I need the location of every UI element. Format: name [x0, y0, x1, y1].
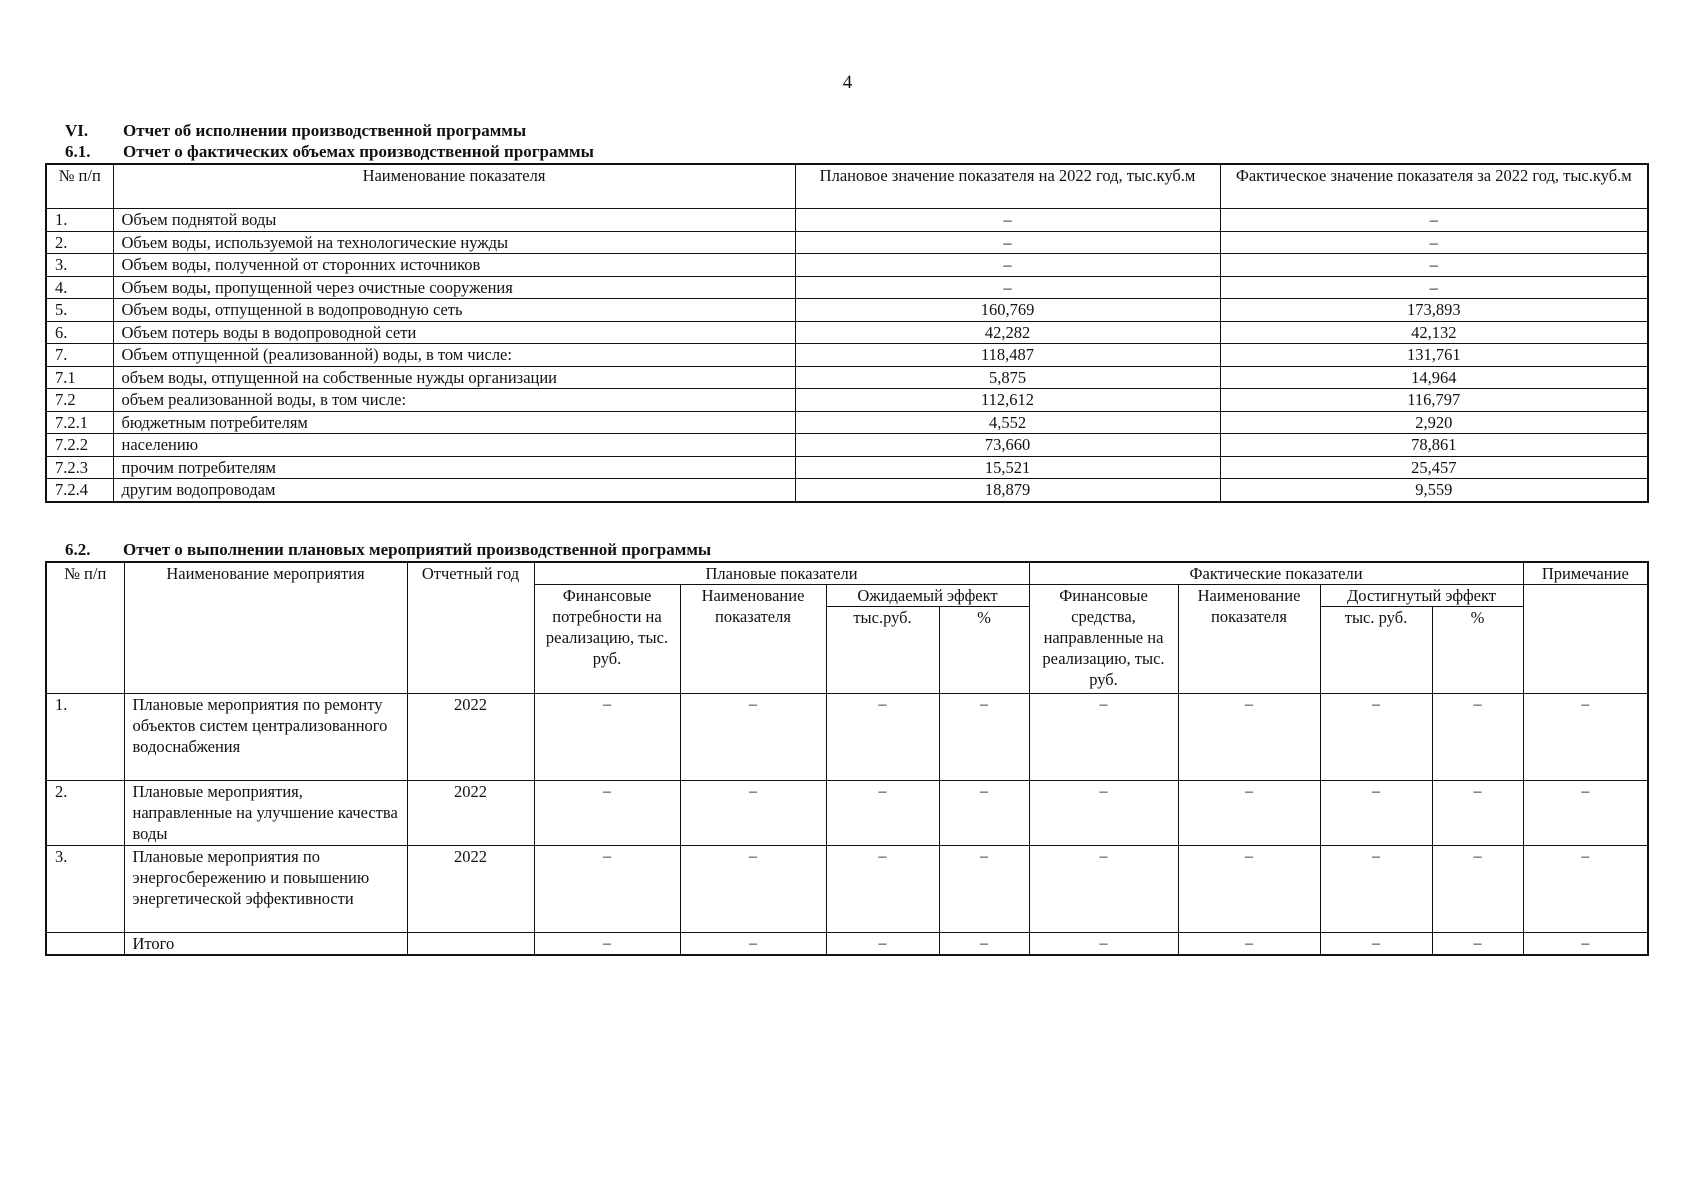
total-plan-fin: –: [534, 933, 680, 956]
row-fact-eff-pct: –: [1432, 694, 1523, 781]
row-name: Плановые мероприятия, направленные на улучшение качества воды: [124, 781, 407, 846]
header-plan-fin: Финансовые потребности на реализацию, тыс. руб.: [534, 585, 680, 694]
row-name: Плановые мероприятия по ремонту объектов систем централизованного водоснабжения: [124, 694, 407, 781]
total-fact-ind: –: [1178, 933, 1320, 956]
header-note-empty: [1523, 585, 1648, 694]
table-row: [46, 276, 1648, 299]
page-number: 4: [842, 72, 853, 93]
total-fact-fin: –: [1029, 933, 1178, 956]
header-fact-ind: Наименование показателя: [1178, 585, 1320, 694]
row-name: Объем воды, полученной от сторонних источников: [113, 254, 795, 277]
section-62-heading: [65, 540, 711, 560]
row-fact-fin: –: [1029, 781, 1178, 846]
total-plan-eff-rub: –: [826, 933, 939, 956]
row-plan: 4,552: [795, 411, 1220, 434]
row-name: прочим потребителям: [113, 456, 795, 479]
section-62-title: Отчет о выполнении плановых мероприятий производственной программы: [123, 540, 712, 559]
section-vi-title: Отчет об исполнении производственной программы: [123, 121, 527, 140]
row-plan: –: [795, 276, 1220, 299]
row-note: –: [1523, 694, 1648, 781]
row-fact: 25,457: [1220, 456, 1648, 479]
total-row: [46, 933, 1648, 956]
table-row: [46, 209, 1648, 232]
row-name: объем реализованной воды, в том числе:: [113, 389, 795, 412]
table-row: [46, 321, 1648, 344]
section-61-heading: [65, 142, 594, 162]
total-fact-eff-pct: –: [1432, 933, 1523, 956]
row-num: 3.: [46, 254, 113, 277]
row-num: 6.: [46, 321, 113, 344]
row-num: 1.: [46, 209, 113, 232]
header-name: Наименование показателя: [113, 164, 795, 209]
table-header-row: [46, 562, 1648, 585]
row-name: Объем воды, отпущенной в водопроводную сеть: [113, 299, 795, 322]
header-plan-eff-rub: тыс.руб.: [826, 607, 939, 694]
row-num: 3.: [46, 846, 124, 933]
row-plan-eff-pct: –: [939, 694, 1029, 781]
table-row: [46, 231, 1648, 254]
row-plan-ind: –: [680, 694, 826, 781]
row-num: 7.2: [46, 389, 113, 412]
row-num: 7.2.4: [46, 479, 113, 502]
header-year: Отчетный год: [407, 562, 534, 694]
row-plan-ind: –: [680, 846, 826, 933]
row-name: Плановые мероприятия по энергосбережению и повышению энергетической эффективности: [124, 846, 407, 933]
row-fact-ind: –: [1178, 781, 1320, 846]
row-num: 7.2.3: [46, 456, 113, 479]
row-plan-eff-rub: –: [826, 781, 939, 846]
header-fact-effect: Достигнутый эффект: [1320, 585, 1523, 607]
row-fact: –: [1220, 276, 1648, 299]
row-fact: –: [1220, 231, 1648, 254]
header-plan: Плановое значение показателя на 2022 год, тыс.куб.м: [795, 164, 1220, 209]
header-plan-group: Плановые показатели: [534, 562, 1029, 585]
header-plan-eff-pct: %: [939, 607, 1029, 694]
row-plan-fin: –: [534, 781, 680, 846]
row-name: Объем потерь воды в водопроводной сети: [113, 321, 795, 344]
row-num: 7.2.1: [46, 411, 113, 434]
header-fact-group: Фактические показатели: [1029, 562, 1523, 585]
header-fact-eff-rub: тыс. руб.: [1320, 607, 1432, 694]
row-num: 5.: [46, 299, 113, 322]
row-fact-ind: –: [1178, 846, 1320, 933]
section-vi-number: VI.: [65, 121, 89, 140]
section-62-number: 6.2.: [65, 540, 91, 559]
header-fact-fin: Финансовые средства, направленные на реализацию, тыс. руб.: [1029, 585, 1178, 694]
row-plan: –: [795, 231, 1220, 254]
table-row: [46, 781, 1648, 846]
row-num: 2.: [46, 781, 124, 846]
header-num: № п/п: [46, 164, 113, 209]
total-plan-ind: –: [680, 933, 826, 956]
row-name: бюджетным потребителям: [113, 411, 795, 434]
total-label: Итого: [124, 933, 407, 956]
table-row: [46, 389, 1648, 412]
table-row: [46, 456, 1648, 479]
row-year: 2022: [407, 846, 534, 933]
row-fact: –: [1220, 254, 1648, 277]
row-plan: –: [795, 209, 1220, 232]
row-fact: 173,893: [1220, 299, 1648, 322]
table-row: [46, 846, 1648, 933]
header-plan-effect: Ожидаемый эффект: [826, 585, 1029, 607]
row-plan: 118,487: [795, 344, 1220, 367]
total-plan-eff-pct: –: [939, 933, 1029, 956]
header-fact-eff-pct: %: [1432, 607, 1523, 694]
row-num: 2.: [46, 231, 113, 254]
row-fact: 78,861: [1220, 434, 1648, 457]
row-fact-eff-pct: –: [1432, 846, 1523, 933]
row-name: Объем поднятой воды: [113, 209, 795, 232]
row-note: –: [1523, 846, 1648, 933]
row-fact-fin: –: [1029, 846, 1178, 933]
row-name: объем воды, отпущенной на собственные нужды организации: [113, 366, 795, 389]
row-name: другим водопроводам: [113, 479, 795, 502]
row-plan: 112,612: [795, 389, 1220, 412]
row-num: 4.: [46, 276, 113, 299]
row-year: 2022: [407, 781, 534, 846]
row-plan-eff-rub: –: [826, 694, 939, 781]
header-note: Примечание: [1523, 562, 1648, 585]
row-fact-fin: –: [1029, 694, 1178, 781]
row-num: 7.2.2: [46, 434, 113, 457]
table-row: [46, 254, 1648, 277]
row-fact: 9,559: [1220, 479, 1648, 502]
row-plan: –: [795, 254, 1220, 277]
row-fact-eff-rub: –: [1320, 694, 1432, 781]
row-fact-ind: –: [1178, 694, 1320, 781]
table-row: [46, 344, 1648, 367]
row-plan: 42,282: [795, 321, 1220, 344]
total-year: [407, 933, 534, 956]
planned-measures-table: [45, 561, 1649, 956]
total-note: –: [1523, 933, 1648, 956]
table-header-row: [46, 164, 1648, 209]
row-num: 7.: [46, 344, 113, 367]
row-plan-eff-rub: –: [826, 846, 939, 933]
section-61-number: 6.1.: [65, 142, 91, 161]
table-row: [46, 434, 1648, 457]
section-vi-heading: [65, 121, 526, 141]
total-num: [46, 933, 124, 956]
table-row: [46, 366, 1648, 389]
row-name: населению: [113, 434, 795, 457]
row-fact: –: [1220, 209, 1648, 232]
row-fact: 116,797: [1220, 389, 1648, 412]
table-row: [46, 411, 1648, 434]
header-plan-ind: Наименование показателя: [680, 585, 826, 694]
row-year: 2022: [407, 694, 534, 781]
row-plan: 73,660: [795, 434, 1220, 457]
row-plan: 15,521: [795, 456, 1220, 479]
row-fact-eff-rub: –: [1320, 846, 1432, 933]
row-plan-fin: –: [534, 846, 680, 933]
row-fact-eff-rub: –: [1320, 781, 1432, 846]
row-fact: 2,920: [1220, 411, 1648, 434]
header-num: № п/п: [46, 562, 124, 694]
row-fact-eff-pct: –: [1432, 781, 1523, 846]
row-name: Объем отпущенной (реализованной) воды, в том числе:: [113, 344, 795, 367]
total-fact-eff-rub: –: [1320, 933, 1432, 956]
row-plan: 160,769: [795, 299, 1220, 322]
row-fact: 14,964: [1220, 366, 1648, 389]
table-row: [46, 479, 1648, 502]
section-61-title: Отчет о фактических объемах производственной программы: [123, 142, 594, 161]
row-note: –: [1523, 781, 1648, 846]
production-volumes-table: [45, 163, 1649, 503]
row-plan-eff-pct: –: [939, 846, 1029, 933]
table-row: [46, 299, 1648, 322]
row-fact: 42,132: [1220, 321, 1648, 344]
row-plan: 18,879: [795, 479, 1220, 502]
row-plan-fin: –: [534, 694, 680, 781]
table-row: [46, 694, 1648, 781]
row-name: Объем воды, используемой на технологические нужды: [113, 231, 795, 254]
row-plan-eff-pct: –: [939, 781, 1029, 846]
row-name: Объем воды, пропущенной через очистные сооружения: [113, 276, 795, 299]
row-fact: 131,761: [1220, 344, 1648, 367]
row-num: 1.: [46, 694, 124, 781]
row-plan-ind: –: [680, 781, 826, 846]
header-name: Наименование мероприятия: [124, 562, 407, 694]
header-fact: Фактическое значение показателя за 2022 год, тыс.куб.м: [1220, 164, 1648, 209]
row-plan: 5,875: [795, 366, 1220, 389]
row-num: 7.1: [46, 366, 113, 389]
